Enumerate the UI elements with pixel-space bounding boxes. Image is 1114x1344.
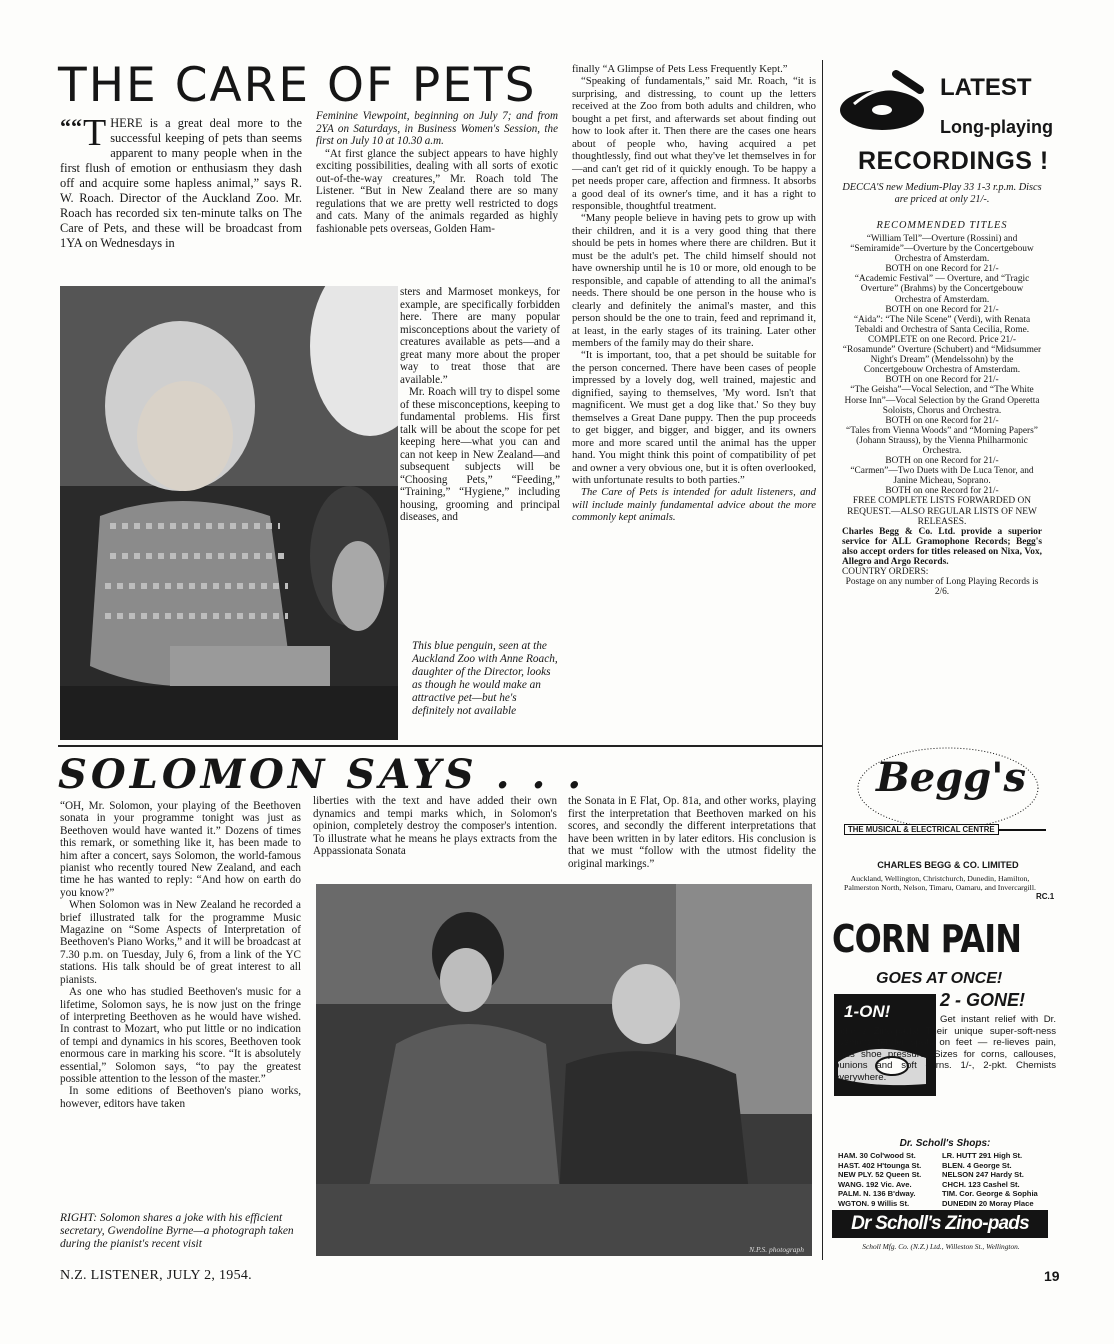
records-postage: Postage on any number of Long Playing Records is 2/6. <box>845 577 1039 598</box>
solomon-col2: liberties with the text and have added their own dynamics and tempi marks which, in Solomon's opinion, completely destroy the composer's intention. To illustrate what he means he plays extracts from the Appassionata Sonata <box>313 795 557 857</box>
care-headline: THE CARE OF PETS <box>58 58 537 113</box>
care-col2-p3: sters and Marmoset monkeys, for example, are specifically forbidden here. There are many popular misconceptions about the variety of creatures available as pets—and a great many more about the proper way to treat those that are available.” <box>400 286 560 386</box>
records-item-price: BOTH on one Record for 21/- <box>885 415 999 426</box>
corn-subtitle: GOES AT ONCE! <box>876 970 1003 987</box>
care-col3-p2: “Speaking of fundamentals,” said Mr. Roach, “it is surprising, and distressing, to count up the letters received at the Zoo from both adults and children, who bought a pet first, and afterwards set about finding out how to look after it. Then there are the cases one hears about of people who, having acquired a pet thoughtlessly, find out what they've let themselves in for—and can't get rid of it quickly enough. To be happy a pet needs proper care, affection and firmness. It absorbs a good deal of its owner's time, and it has a right to responsible, thoughtful treatment. <box>572 75 816 212</box>
records-item: “Carmen”—Two Duets with De Luca Tenor, and Janine Micheau, Soprano. <box>850 466 1034 487</box>
care-col3-p5: The Care of Pets is intended for adult listeners, and will include mainly fundamental advice about the more commonly kept animals. <box>572 486 816 524</box>
records-item: “Tales from Vienna Woods” and “Morning Papers” (Johann Strauss), by the Vienna Philharmonic Orchestra. <box>846 425 1038 456</box>
beggs-branches: Auckland, Wellington, Christchurch, Dunedin, Hamilton, Palmerston North, Nelson, Timaru, Oamaru, and Invercargill. <box>844 874 1036 892</box>
records-item-price: BOTH on one Record for 21/- <box>885 486 999 497</box>
care-open-quote: ““ <box>60 114 82 139</box>
care-lead-text: HERE is a great deal more to the successful keeping of pets than seems apparent to many people when in the first flush of emotion or enthusiasm they dash off and acquire some hapless animal,” says R. W. Roach. Director of the Auckland Zoo. Mr. Roach has recorded six ten-minute talks on The Care of Pets, and these will be broadcast from 1YA on Wednesdays in <box>60 116 302 250</box>
shop-row: WGTON. 9 Willis St. DUNEDIN 20 Moray Place <box>838 1198 1034 1208</box>
records-item: “Rosamunde” Overture (Schubert) and “Midsummer Night's Dream” (Mendelssohn) by the Concertgebouw Orchestra of Amsterdam. <box>842 345 1042 376</box>
records-item-price: BOTH on one Record for 21/- <box>885 375 999 386</box>
corn-one-text: 1-ON! <box>844 1002 891 1021</box>
solomon-p1: “OH, Mr. Solomon, your playing of the Beethoven sonata in your programme tonight was just as Beethoven would have wanted it.” Dozens of times this remark, or something like it, has been made to him after a concert, says Solomon, the world-famous pianist who recently toured New Zealand, and each time he has wanted to reply: “And how on earth do you know?” <box>60 800 301 899</box>
records-item: “Academic Festival” — Overture, and “Tragic Overture” (Brahms) by the Concertgebouw Orchestra of Amsterdam. <box>854 274 1030 305</box>
corn-shops-heading: Dr. Scholl's Shops: <box>899 1138 991 1149</box>
column-rule <box>822 60 823 1260</box>
corn-pain-ad <box>828 918 1070 1258</box>
records-service: Charles Begg & Co. Ltd. provide a superior service for ALL Gramophone Records; Begg's also accept orders for titles released on Nixa, Vox, Allegro and Argo Records. <box>842 526 1042 567</box>
shop-row: NEW PLY. 52 Queen St. NELSON 247 Hardy St. <box>838 1170 1024 1180</box>
care-col2-p1: Feminine Viewpoint, beginning on July 7; and from 2YA on Saturdays, in Business Women's Session, the first on July 10 at 10.30 a.m. <box>316 110 558 147</box>
corn-two: 2 - GONE! <box>940 990 1026 1010</box>
solomon-p2: When Solomon was in New Zealand he recorded a brief illustrated talk for the programme Music Magazine on “Some Aspects of Interpretation of Beethoven's Piano Works,” and it will be broadcast at 7.30 p.m. on Tuesday, July 6, from a link of the YC stations. His talk should be of great interest to all pianists. <box>60 899 301 986</box>
care-col2-top <box>316 110 558 235</box>
corn-shops-table <box>838 1151 1060 1209</box>
shop-row: PALM. N. 136 B'dway. TIM. Cor. George & Sophia <box>838 1189 1038 1199</box>
beggs-centre: THE MUSICAL & ELECTRICAL CENTRE <box>844 824 999 835</box>
care-col2-p4: Mr. Roach will try to dispel some of these misconceptions, keeping to fundamental problems. His first talk will be about the scope for pet keeping here—what you can and can not keep in New Zealand—and subsequent subjects will be “Choosing Pets,” “Feeding,” “Training,” “Hygiene,” including housing, grooming and principal diseases, and <box>400 386 560 523</box>
records-latest: LATEST <box>940 74 1032 101</box>
care-col1-text <box>60 112 302 251</box>
care-col3-p4: “It is important, too, that a pet should be suitable for the person concerned. There have been cases of people impressed by a lovely dog, well trained, majestic and dignified, saying to themselves, 'My word. Isn't that magnificent. We must get a dog like that.' So they buy themselves a Great Dane puppy. Then the pup proceeds to get bigger, and bigger, and bigger, and its owners more and more scared until the animal has the upper hand. You might think this point of compatibility of pet and owner a very obvious one, but it is often overlooked, with unfortunate results to both parties.” <box>572 349 816 486</box>
beggs-company: CHARLES BEGG & CO. LIMITED <box>877 860 1019 870</box>
solomon-col3: the Sonata in E Flat, Op. 81a, and other works, playing first the interpretation that Beethoven marked on his scores, and secondly the different interpretations that have been written in by later editors. His conclusion is that we must “follow with the utmost fidelity the original markings.” <box>568 795 816 870</box>
penguin-photo-image <box>60 286 398 740</box>
records-item-price: BOTH on one Record for 21/- <box>885 456 999 467</box>
records-ad <box>830 64 1070 901</box>
solomon-p4: In some editions of Beethoven's piano works, however, editors have taken <box>60 1085 301 1110</box>
beggs-code: RC.1 <box>1036 892 1055 901</box>
records-item: “The Geisha”—Vocal Selection, and “The White Horse Inn”—Vocal Selection by the Grand Operetta Soloists, Chorus and Orchestra. <box>844 385 1040 416</box>
records-item-price: BOTH on one Record for 21/- <box>885 304 999 315</box>
penguin-caption: This blue penguin, seen at the Auckland Zoo with Anne Roach, daughter of the Director, looks as though he would make an attractive pet—but he's definitely not available <box>412 640 558 717</box>
corn-body: Get instant relief with Dr. Scholl's Zino-pads! Their unique super-soft-ness cushions tender spots on feet — re-lieves pain, ends shoe pressure. Sizes for corns, callouses, bunions and soft corns. 1/-, 2-pkt. Chemists everywhere. <box>834 1014 1056 1083</box>
records-item: “Aida”: “The Nile Scene” (Verdi), with Renata Tebaldi and Orchestra of Santa Cecilia, Rome. <box>853 314 1031 335</box>
records-item: “William Tell”—Overture (Rossini) and “Semiramide”—Overture by the Concertgebouw Orchestra of Amsterdam. <box>850 234 1034 265</box>
photo-credit: N.P.S. photograph <box>749 1245 804 1254</box>
records-country: COUNTRY ORDERS: <box>842 567 929 578</box>
records-rec-heading: RECOMMENDED TITLES <box>876 220 1008 231</box>
records-list <box>842 234 1042 597</box>
scholl-brand-banner: Dr Scholl's Zino-pads <box>832 1210 1048 1238</box>
solomon-photo-image <box>316 884 812 1256</box>
scholl-maker: Scholl Mfg. Co. (N.Z.) Ltd., Willeston St., Wellington. <box>862 1242 1020 1251</box>
care-col3 <box>572 63 816 524</box>
care-col2-p2: “At first glance the subject appears to have highly exciting possibilities, dealing with all sorts of exotic out-of-the-way creatures,” Mr. Roach told The Listener. “But in New Zealand there are so many regulations that we are pretty well restricted to dogs and cats. Many of the animals regarded as highly fashionable pets overseas, Golden Ham- <box>316 147 558 235</box>
care-col2-lower <box>400 286 560 524</box>
solomon-col1 <box>60 800 301 1110</box>
section-rule <box>58 745 822 747</box>
solomon-headline: SOLOMON SAYS . . . <box>58 751 586 798</box>
records-recordings: RECORDINGS ! <box>858 147 1049 175</box>
page-number: 19 <box>1044 1268 1060 1284</box>
beggs-logo-text: Begg's <box>876 754 1026 801</box>
beggs-logo <box>842 744 1054 840</box>
footer-issue: N.Z. LISTENER, JULY 2, 1954. <box>60 1268 252 1283</box>
records-item-price: BOTH on one Record for 21/- <box>885 264 999 275</box>
records-item-price: COMPLETE on one Record. Price 21/- <box>868 334 1016 345</box>
shop-row: WANG. 192 Vic. Ave. CHCH. 123 Cashel St. <box>838 1179 1020 1189</box>
solomon-photo <box>316 884 812 1256</box>
records-longplaying: Long-playing <box>940 117 1053 137</box>
care-col3-p3: “Many people believe in having pets to grow up with their children, and it is a very good thing that there should be pets in homes where there are children. But it must be the adult's pet. The child himself should not have ownership until he is 10 or more, old enough to be responsible, and capable of attending to all the animal's needs. There should be one person in the house who is clearly and definitely the animal's master, and this person should be the one to train, feed and reprimand it, at least, in the early stages of its training. Later other members of the family may do their share. <box>572 212 816 349</box>
care-dropcap: T <box>83 112 107 154</box>
record-disc-icon <box>836 70 928 136</box>
shop-row: HAST. 402 H'tounga St. BLEN. 4 George St. <box>838 1160 1012 1170</box>
solomon-p3: As one who has studied Beethoven's music for a lifetime, Solomon says, he is now just on the fringe of interpreting Beethoven as he would have wished. In contrast to Mozart, who put little or no indication of tempi and dynamics in his scores, Beethoven took enormous care in marking his score. “It is absolutely essential,” Solomon says, “to pay the greatest possible attention to the lesson of the master.” <box>60 986 301 1085</box>
care-col3-p1: finally “A Glimpse of Pets Less Frequently Kept.” <box>572 63 788 75</box>
records-free-lists: FREE COMPLETE LISTS FORWARDED ON REQUEST.—ALSO REGULAR LISTS OF NEW RELEASES. <box>847 496 1037 527</box>
corn-title: CORN PAIN <box>832 917 1022 961</box>
penguin-photo <box>60 286 398 740</box>
shop-row: HAM. 30 Col'wood St. LR. HUTT 291 High St. <box>838 1151 1023 1160</box>
records-intro: DECCA'S new Medium-Play 33 1-3 r.p.m. Discs are priced at only 21/-. <box>842 182 1042 205</box>
solomon-caption: RIGHT: Solomon shares a joke with his efficient secretary, Gwendoline Byrne—a photograph taken during the pianist's recent visit <box>60 1212 294 1250</box>
